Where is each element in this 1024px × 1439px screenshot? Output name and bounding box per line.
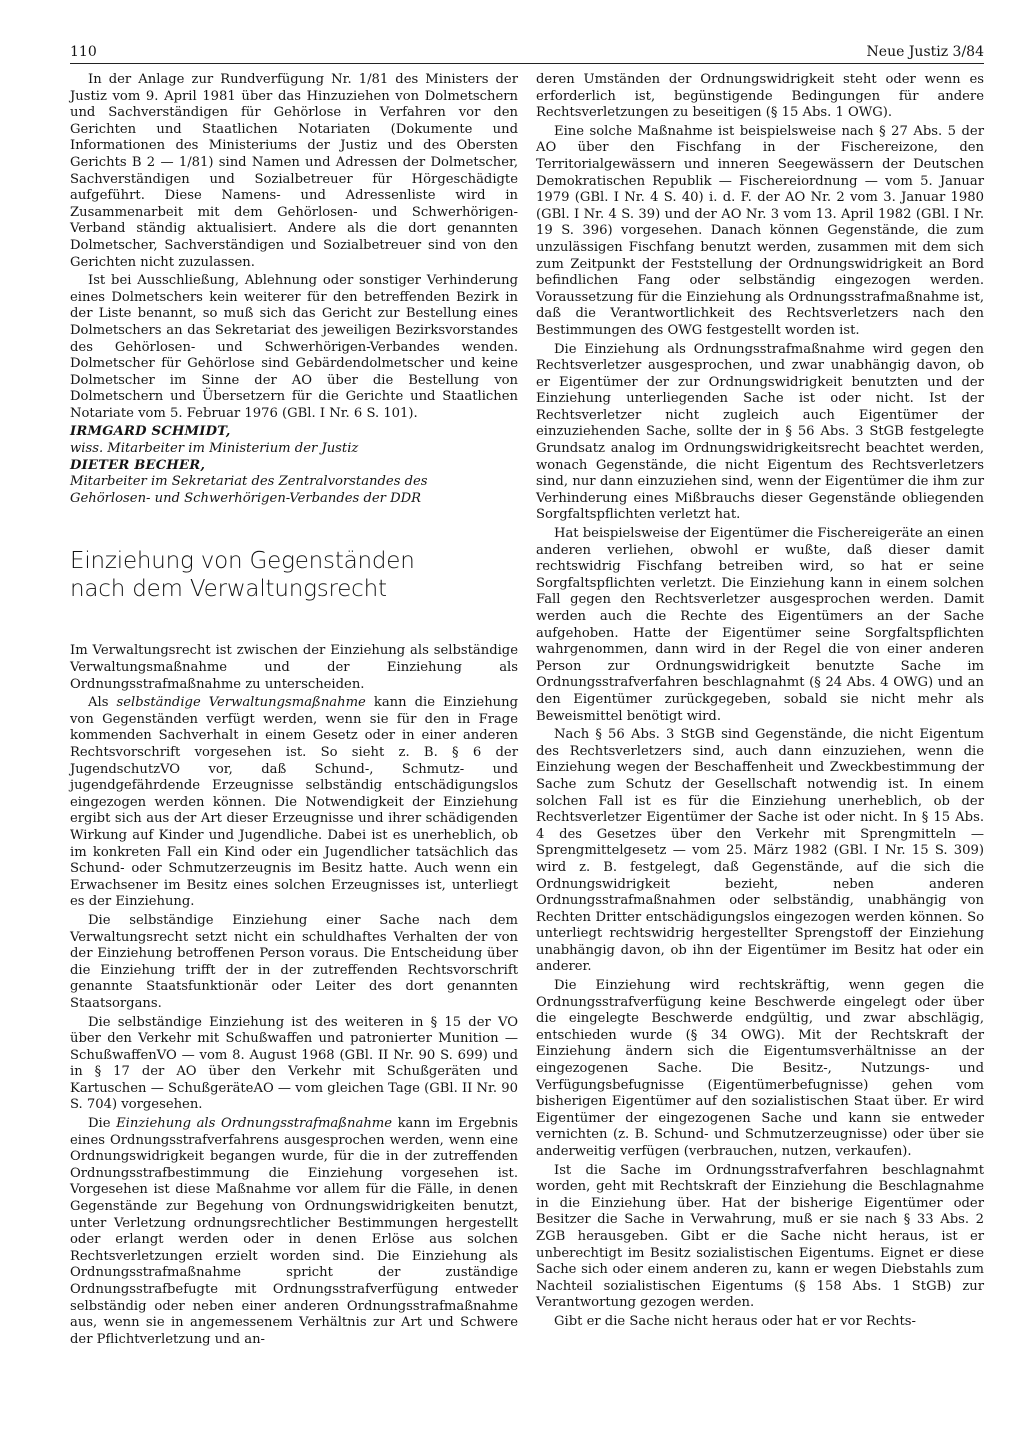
paragraph: Hat beispielsweise der Eigentümer die Fischereigeräte an einen anderen verliehen, obwohl er wußte, daß dieser damit rechtswidrig Fischfang betreiben wird, so hat er seine Sorgfaltspflichten verletzt. Die Einziehung kann in einem solchen Fall gegen den Rechtsverletzer ausgesprochen werden. Damit werden auch die Rechte des Eigentümers an der Sache aufgehoben. Hatte der Eigentümer seine Sorgfaltspflichten wahrgenommen, dann wird in der Regel die von einer anderen Person zur Ordnungswidrigkeit benutzte Sache im Ordnungsstrafverfahren beschlagnahmt (§ 24 Abs. 4 OWG) und an den Eigentümer zurückgegeben, sobald sie nicht mehr als Beweismittel benötigt wird. [536,526,984,724]
heading-line: nach dem Verwaltungsrecht [70,576,387,603]
author-name: DIETER BECHER, [70,457,206,473]
paragraph: Als selbständige Verwaltungsmaßnahme kann die Einziehung von Gegenständen verfügt werden, wenn sie für den in Frage kommenden Sachverhalt in einem Gesetz oder in einer anderen Rechtsvorschrift vorgesehen ist. So sieht z. B. § 6 der JugendschutzVO vor, daß Schund-, Schmutz- und jugendgefährdende Erzeugnisse selbständig entschädigungslos eingezogen werden können. Die Notwendigkeit der Einziehung ergibt sich aus der Art dieser Erzeugnisse und ihrer schädigenden Wirkung auf Kinder und Jugendliche. Dabei ist es unerheblich, ob im konkreten Fall ein Kind oder ein Jugendlicher tatsächlich das Schund- oder Schmutzerzeugnis im Besitz hatte. Auch wenn ein Erwachsener im Besitz eines solchen Erzeugnisses ist, unterliegt es der Einziehung. [70,695,518,910]
heading-line: Einziehung von Gegenständen [70,548,415,575]
paragraph: Die Einziehung wird rechtskräftig, wenn gegen die Ordnungsstrafverfügung keine Beschwerde eingelegt oder über die eingelegte Beschwerde endgültig, und zwar abschlägig, entschieden wurde (§ 34 OWG). Mit der Rechtskraft der Einziehung ändern sich die Eigentumsverhältnisse an der eingezogenen Sache. Die Besitz-, Nutzungs- und Verfügungsbefugnisse (Eigentümerbefugnisse) gehen vom bisherigen Eigentümer auf den sozialistischen Staat über. Er wird Eigentümer der eingezogenen Sache und kann sie entweder vernichten (z. B. Schund- und Schmutzerzeugnisse) oder über sie anderweitig verfügen (verbrauchen, nutzen, verkaufen). [536,978,984,1159]
paragraph: Die Einziehung als Ordnungsstrafmaßnahme wird gegen den Rechtsverletzer ausgesprochen, und zwar unabhängig davon, ob er Eigentümer der zur Ordnungswidrigkeit benutzten und der Einziehung unterliegenden Sache ist oder nicht. Ist der Rechtsverletzer nicht zugleich auch Eigentümer der einzuziehenden Sache, sollte der in § 56 Abs. 3 StGB festgelegte Grundsatz analog im Ordnungswidrigkeitsrecht beachtet werden, wonach Gegenstände, die nicht Eigentum des Rechtsverletzers sind, nur dann einzuziehen sind, wenn der Eigentümer die ihm zur Verhinderung eines Mißbrauchs dieser Gegenstände obliegenden Sorgfaltspflichten verletzt hat. [536,341,984,523]
paragraph: Ist die Sache im Ordnungsstrafverfahren beschlagnahmt worden, geht mit Rechtskraft der Einziehung die Beschlagnahme in die Einziehung über. Hat der bisherige Eigentümer oder Besitzer die Sache in Verwahrung, muß er sie nach § 33 Abs. 2 ZGB herausgeben. Gibt er die Sache nicht heraus, ist er unberechtigt im Besitz sozialistischen Eigentums. Eignet er diese Sache sich oder einem anderen zu, kann er wegen Diebstahls zum Nachteil sozialistischen Eigentums (§ 158 Abs. 1 StGB) zur Verantwortung gezogen werden. [536,1162,984,1311]
right-column [536,72,984,1331]
emphasis: selbständige Verwaltungsmaßnahme [116,695,366,711]
paragraph: Ist bei Ausschließung, Ablehnung oder sonstiger Verhinderung eines Dolmetschers kein weiterer für den betreffenden Bezirk in der Liste benannt, so muß sich das Gericht zur Bestellung eines Dolmetschers an das Sekretariat des jeweiligen Bezirksvorstandes des Gehörlosen- und Schwerhörigen-Verbandes wenden. Dolmetscher für Gehörlose sind Gebärdendolmetscher und keine Dolmetscher im Sinne der AO über die Bestellung von Dolmetschern und Übersetzern für die Gerichte und Staatlichen Notariate vom 5. Februar 1976 (GBl. I Nr. 6 S. 101). [70,273,518,421]
paragraph: Gibt er die Sache nicht heraus oder hat er vor Rechts- [554,1313,916,1329]
author-name: IRMGARD SCHMIDT, [70,424,231,440]
paragraph: Im Verwaltungsrecht ist zwischen der Einziehung als selbständige Verwaltungsmaßnahme und der Einziehung als Ordnungsstrafmaßnahme zu unterscheiden. [70,643,518,692]
paragraph: Die selbständige Einziehung einer Sache nach dem Verwaltungsrecht setzt nicht ein schuldhaftes Verhalten der von der Einziehung betroffenen Person voraus. Die Entscheidung über die Einziehung trifft der in der zutreffenden Rechtsvorschrift genannte Staatsfunktionär oder Leiter des dort genannten Staatsorgans. [70,912,518,1011]
author-role: Mitarbeiter im Sekretariat des Zentralvorstandes des [70,474,428,490]
emphasis: Einziehung als Ordnungsstrafmaßnahme [116,1116,393,1132]
author-role: wiss. Mitarbeiter im Ministerium der Justiz [70,441,359,457]
paragraph: deren Umständen der Ordnungswidrigkeit steht oder wenn es erforderlich ist, begünstigende Bedingungen für andere Rechtsverletzungen zu beseitigen (§ 15 Abs. 1 OWG). [536,72,984,121]
paragraph: Eine solche Maßnahme ist beispielsweise nach § 27 Abs. 5 der AO über den Fischfang in der Fischereizone, den Territorialgewässern und inneren Seegewässern der Deutschen Demokratischen Republik — Fischereiordnung — vom 5. Januar 1979 (GBl. I Nr. 4 S. 40) i. d. F. der AO Nr. 2 vom 3. Januar 1980 (GBl. I Nr. 4 S. 39) und der AO Nr. 3 vom 13. April 1982 (GBl. I Nr. 19 S. 396) vorgesehen. Danach können Gegenstände, die zum unzulässigen Fischfang benutzt werden, zusammen mit dem sich zum Zeitpunkt der Feststellung der Ordnungswidrigkeit an Bord befindlichen Fang oder selbständig eingezogen werden. Voraussetzung für die Einziehung als Ordnungsstrafmaßnahme ist, daß die Verantwortlichkeit des Rechtsverletzers nach den Bestimmungen des OWG festgestellt worden ist. [536,123,984,338]
article-heading [70,547,518,603]
paragraph: In der Anlage zur Rundverfügung Nr. 1/81 des Ministers der Justiz vom 9. April 1981 über das Hinzuziehen von Dolmetschern und Sachverständigen für Gehörlose in Verfahren vor den Gerichten und Staatlichen Notariaten (Dokumente und Informationen des Ministeriums der Justiz und des Obersten Gerichts B 2 — 1/81) sind Namen und Adressen der Dolmetscher, Sachverständigen und Sozialbetreuer für Hörgeschädigte aufgeführt. Diese Namens- und Adressenliste wird in Zusammenarbeit mit dem Gehörlosen- und Schwerhörigen-Verband ständig aktualisiert. Andere als die dort genannten Dolmetscher, Sachverständigen und Sozialbetreuer sind von den Gerichten nicht zuzulassen. [70,72,518,270]
header-rule [70,63,984,64]
author-role: Gehörlosen- und Schwerhörigen-Verbandes der DDR [70,490,422,506]
left-column [70,72,518,1348]
paragraph: Die Einziehung als Ordnungsstrafmaßnahme kann im Ergebnis eines Ordnungsstrafverfahrens ausgesprochen werden, wenn eine Ordnungswidrigkeit begangen wurde, für die in der zutreffenden Ordnungsstrafbestimmung die Einziehung vorgesehen ist. Vorgesehen ist diese Maßnahme vor allem für die Fälle, in denen Gegenstände zur Begehung von Ordnungswidrigkeiten benutzt, unter Verletzung ordnungsrechtlicher Bestimmungen hergestellt oder erlangt werden oder in denen Erlöse aus solchen Rechtsverletzungen erzielt worden sind. Die Einziehung als Ordnungsstrafmaßnahme spricht der zuständige Ordnungsstrafbefugte mit Ordnungsstrafverfügung entweder selbständig oder neben einer anderen Ordnungsstrafmaßnahme aus, wenn sie in angemessenem Verhältnis zur Art und Schwere der Pflichtverletzung und an- [70,1116,518,1347]
signature-block [70,424,518,507]
journal-title: Neue Justiz 3/84 [866,44,984,60]
paragraph: Die selbständige Einziehung ist des weiteren in § 15 der VO über den Verkehr mit Schußwaffen und patronierter Munition — SchußwaffenVO — vom 8. August 1968 (GBl. II Nr. 90 S. 699) und in § 17 der AO über den Verkehr mit Schußgeräten und Kartuschen — SchußgeräteAO — vom gleichen Tage (GBl. II Nr. 90 S. 704) vorgesehen. [70,1014,518,1113]
page-number: 110 [70,44,97,60]
paragraph: Nach § 56 Abs. 3 StGB sind Gegenstände, die nicht Eigentum des Rechtsverletzers sind, auch dann einzuziehen, wenn die Einziehung wegen der Beschaffenheit und Zweckbestimmung der Sache zum Schutz der Gesellschaft notwendig ist. In einem solchen Fall ist es für die Einziehung unerheblich, ob der Rechtsverletzer Eigentümer der Sache ist oder nicht. In § 15 Abs. 4 des Gesetzes über den Verkehr mit Sprengmitteln — Sprengmittelgesetz — vom 25. März 1982 (GBl. I Nr. 15 S. 309) wird z. B. festgelegt, daß Gegenstände, auf die sich die Ordnungswidrigkeit bezieht, neben anderen Ordnungsstrafmaßnahmen oder selbständig, unabhängig von Rechten Dritter entschädigungslos eingezogen werden können. So unterliegt rechtswidrig hergestellter Sprengstoff der Einziehung unabhängig davon, ob ihn der Eigentümer im Besitz hat oder ein anderer. [536,727,984,975]
